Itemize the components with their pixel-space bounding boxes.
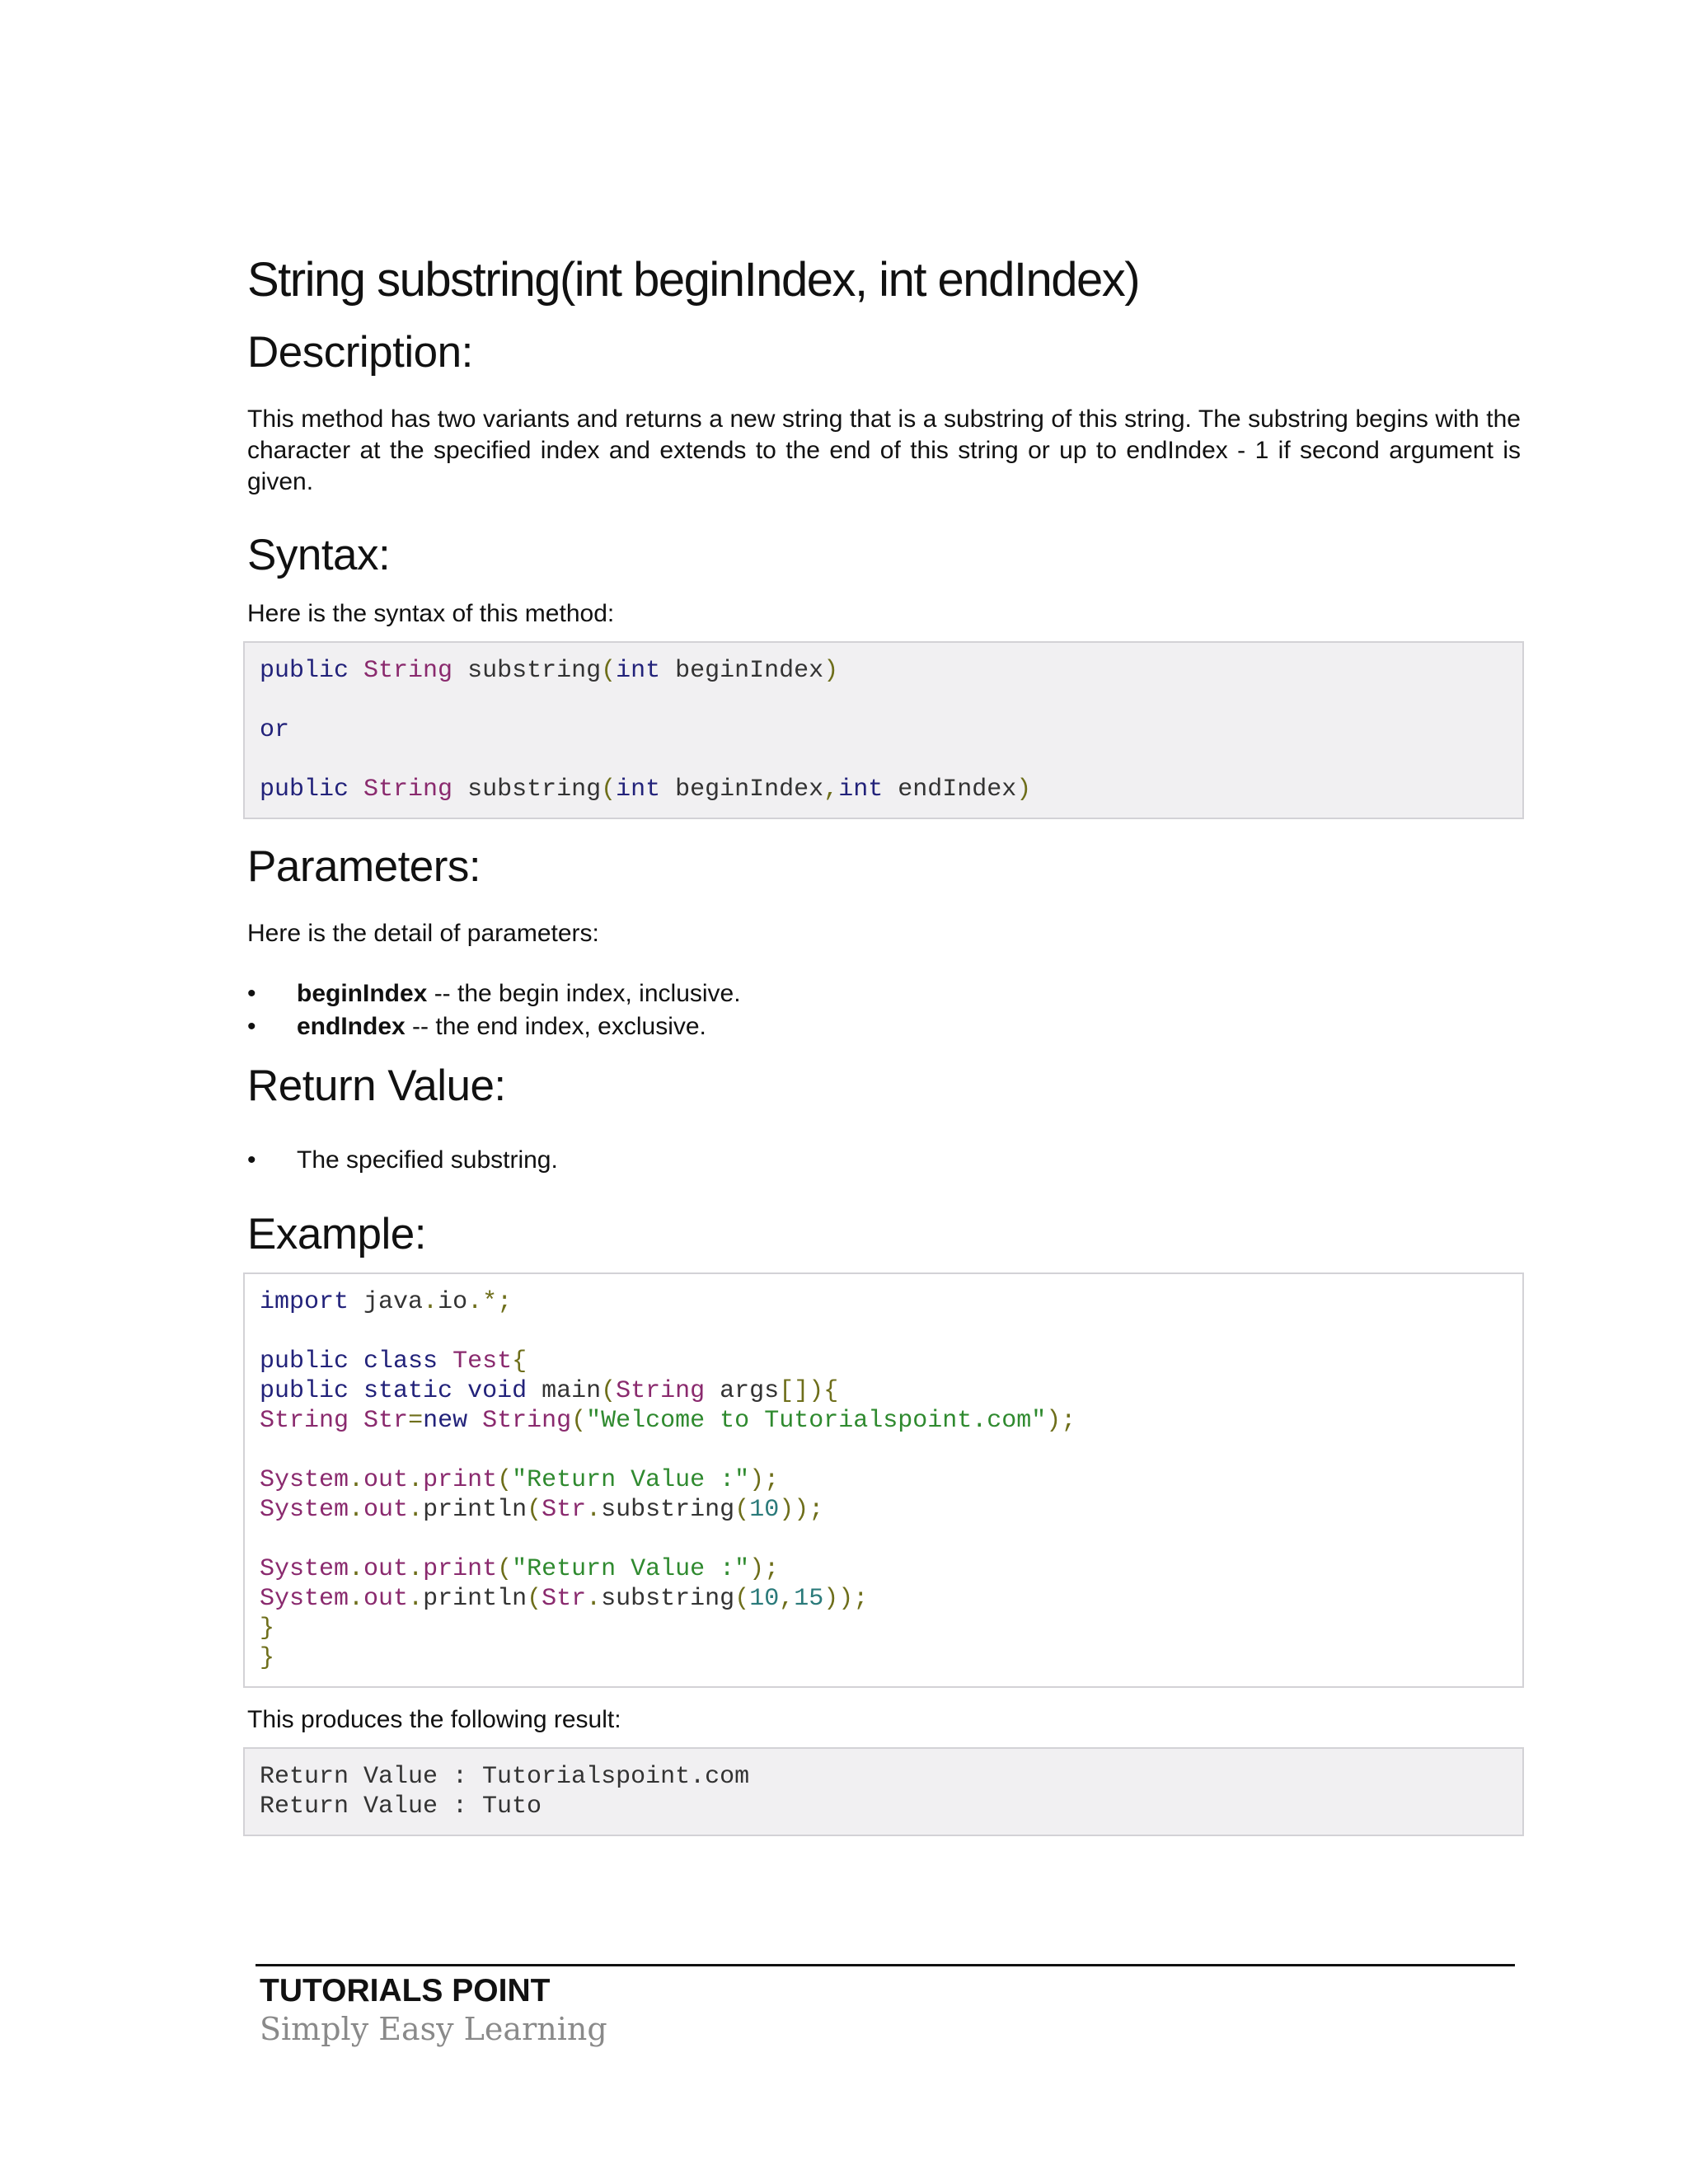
- return-value-list: [247, 1144, 1521, 1177]
- code-token: public: [260, 657, 349, 685]
- footer-tagline: Simply Easy Learning: [260, 2011, 607, 2047]
- code-token: public: [260, 776, 349, 804]
- description-heading: Description:: [247, 328, 473, 377]
- code-token: System: [260, 1555, 349, 1583]
- code-token: 10: [749, 1496, 780, 1524]
- code-token: Str: [542, 1585, 587, 1613]
- code-token: beginIndex: [660, 776, 824, 804]
- code-token: .: [349, 1496, 364, 1524]
- code-line: [260, 1495, 1507, 1525]
- bullet-icon: •: [247, 1146, 256, 1174]
- code-line: [260, 1554, 1507, 1584]
- parameters-list: [247, 977, 1521, 1043]
- code-token: .: [408, 1585, 424, 1613]
- code-token: println: [423, 1496, 528, 1524]
- code-token: static: [363, 1377, 453, 1405]
- code-token: new: [423, 1407, 468, 1435]
- code-line: [260, 1465, 1507, 1495]
- code-line: [260, 1376, 1507, 1406]
- code-token: ): [1016, 776, 1032, 804]
- code-token: .: [408, 1496, 424, 1524]
- code-token: out: [363, 1555, 409, 1583]
- code-token: [349, 1377, 363, 1405]
- code-token: java: [349, 1288, 424, 1316]
- code-line: [260, 1287, 1507, 1317]
- code-token: [467, 1407, 482, 1435]
- code-token: .: [408, 1466, 424, 1494]
- code-token: .: [423, 1288, 438, 1316]
- return-value-heading: Return Value:: [247, 1062, 506, 1110]
- code-token: System: [260, 1496, 349, 1524]
- code-token: String: [363, 776, 453, 804]
- code-token: ));: [823, 1585, 869, 1613]
- example-heading: Example:: [247, 1210, 426, 1258]
- document-body: [247, 247, 1521, 1836]
- code-token: .: [349, 1555, 364, 1583]
- code-line: [260, 1436, 1507, 1465]
- code-token: substring: [601, 1496, 735, 1524]
- code-token: .: [349, 1466, 364, 1494]
- code-token: .: [586, 1585, 602, 1613]
- code-token: print: [423, 1555, 498, 1583]
- code-token: public: [260, 1347, 349, 1376]
- code-token: );: [749, 1555, 780, 1583]
- code-line: [260, 1347, 1507, 1376]
- syntax-heading: Syntax:: [247, 531, 391, 579]
- bullet-icon: •: [247, 1013, 256, 1040]
- code-token: {: [512, 1347, 528, 1376]
- parameter-description: -- the end index, exclusive.: [405, 1013, 706, 1040]
- code-token: System: [260, 1466, 349, 1494]
- list-item: [247, 1010, 1521, 1043]
- bullet-icon: •: [247, 980, 256, 1007]
- code-token: ,: [823, 776, 839, 804]
- code-line: [260, 1317, 1507, 1347]
- code-token: }: [260, 1644, 275, 1672]
- code-token: "Welcome to Tutorialspoint.com": [586, 1407, 1047, 1435]
- code-token: args: [705, 1377, 780, 1405]
- list-item: [247, 1144, 1521, 1177]
- code-token: []){: [779, 1377, 839, 1405]
- code-token: main: [527, 1377, 602, 1405]
- code-token: (: [527, 1585, 542, 1613]
- code-token: (: [734, 1585, 750, 1613]
- code-token: [438, 1347, 452, 1376]
- result-output-block: [243, 1747, 1524, 1836]
- code-token: [349, 657, 363, 685]
- code-token: String: [482, 1407, 572, 1435]
- parameter-name: beginIndex: [297, 980, 428, 1007]
- code-token: "Return Value :": [512, 1555, 750, 1583]
- code-token: beginIndex: [660, 657, 824, 685]
- code-token: String: [616, 1377, 706, 1405]
- code-token: .: [349, 1585, 364, 1613]
- code-line: [260, 775, 1507, 804]
- code-token: (: [734, 1496, 750, 1524]
- code-token: out: [363, 1496, 409, 1524]
- code-token: int: [616, 776, 661, 804]
- footer-brand: TUTORIALS POINT: [260, 1973, 551, 2008]
- code-token: .*;: [467, 1288, 513, 1316]
- code-token: ,: [779, 1585, 795, 1613]
- code-token: 15: [794, 1585, 824, 1613]
- code-line: [260, 686, 1507, 715]
- code-token: [349, 1407, 363, 1435]
- code-token: Str: [363, 1407, 409, 1435]
- code-line: [260, 1614, 1507, 1643]
- code-line: [260, 745, 1507, 775]
- code-token: }: [260, 1615, 275, 1643]
- code-token: print: [423, 1466, 498, 1494]
- code-token: [452, 1377, 467, 1405]
- code-token: int: [616, 657, 661, 685]
- code-token: "Return Value :": [512, 1466, 750, 1494]
- code-token: (: [497, 1466, 513, 1494]
- syntax-code-block: [243, 641, 1524, 819]
- list-item: [247, 977, 1521, 1010]
- code-token: .: [586, 1496, 602, 1524]
- code-token: class: [363, 1347, 438, 1376]
- page-title: String substring(int beginIndex, int endIndex): [247, 253, 1140, 307]
- parameter-name: endIndex: [297, 1013, 406, 1040]
- parameters-heading: Parameters:: [247, 842, 481, 891]
- code-token: String: [260, 1407, 349, 1435]
- code-token: Str: [542, 1496, 587, 1524]
- example-code-block: [243, 1272, 1524, 1688]
- code-line: [260, 715, 1507, 745]
- code-token: int: [838, 776, 884, 804]
- code-line: [260, 1584, 1507, 1614]
- code-line: [260, 1792, 1507, 1821]
- code-token: Return Value : Tuto: [260, 1793, 542, 1821]
- code-token: public: [260, 1377, 349, 1405]
- code-token: substring: [452, 657, 602, 685]
- code-token: substring: [452, 776, 602, 804]
- code-line: [260, 1525, 1507, 1554]
- code-token: String: [363, 657, 453, 685]
- code-token: io: [438, 1288, 468, 1316]
- syntax-intro: Here is the syntax of this method:: [247, 600, 615, 627]
- code-token: );: [749, 1466, 780, 1494]
- code-line: [260, 656, 1507, 686]
- parameter-description: -- the begin index, inclusive.: [427, 980, 741, 1007]
- code-token: .: [408, 1555, 424, 1583]
- code-token: ): [823, 657, 839, 685]
- code-token: println: [423, 1585, 528, 1613]
- code-token: (: [497, 1555, 513, 1583]
- code-token: or: [260, 716, 290, 744]
- code-token: import: [260, 1288, 349, 1316]
- code-token: (: [601, 657, 617, 685]
- code-token: (: [571, 1407, 587, 1435]
- code-token: endIndex: [883, 776, 1017, 804]
- code-token: 10: [749, 1585, 780, 1613]
- code-token: substring: [601, 1585, 735, 1613]
- code-line: [260, 1762, 1507, 1792]
- code-token: out: [363, 1585, 409, 1613]
- code-token: ));: [779, 1496, 824, 1524]
- code-token: [349, 1347, 363, 1376]
- code-token: out: [363, 1466, 409, 1494]
- code-token: void: [467, 1377, 528, 1405]
- footer-divider: [256, 1964, 1515, 1966]
- code-token: System: [260, 1585, 349, 1613]
- code-line: [260, 1406, 1507, 1436]
- code-token: Return Value : Tutorialspoint.com: [260, 1763, 750, 1791]
- return-value-text: The specified substring.: [297, 1146, 558, 1174]
- description-text: This method has two variants and returns a new string that is a substring of this string. The substring begins with the character at the specified index and extends to the end of this string or up to endIndex - 1 if second argument is given.: [247, 405, 1521, 495]
- code-token: Test: [452, 1347, 513, 1376]
- code-token: =: [408, 1407, 424, 1435]
- code-token: (: [601, 1377, 617, 1405]
- code-token: (: [601, 776, 617, 804]
- code-token: );: [1046, 1407, 1076, 1435]
- code-token: (: [527, 1496, 542, 1524]
- code-token: [349, 776, 363, 804]
- parameters-intro: Here is the detail of parameters:: [247, 920, 599, 947]
- result-intro: This produces the following result:: [247, 1706, 621, 1733]
- code-line: [260, 1643, 1507, 1673]
